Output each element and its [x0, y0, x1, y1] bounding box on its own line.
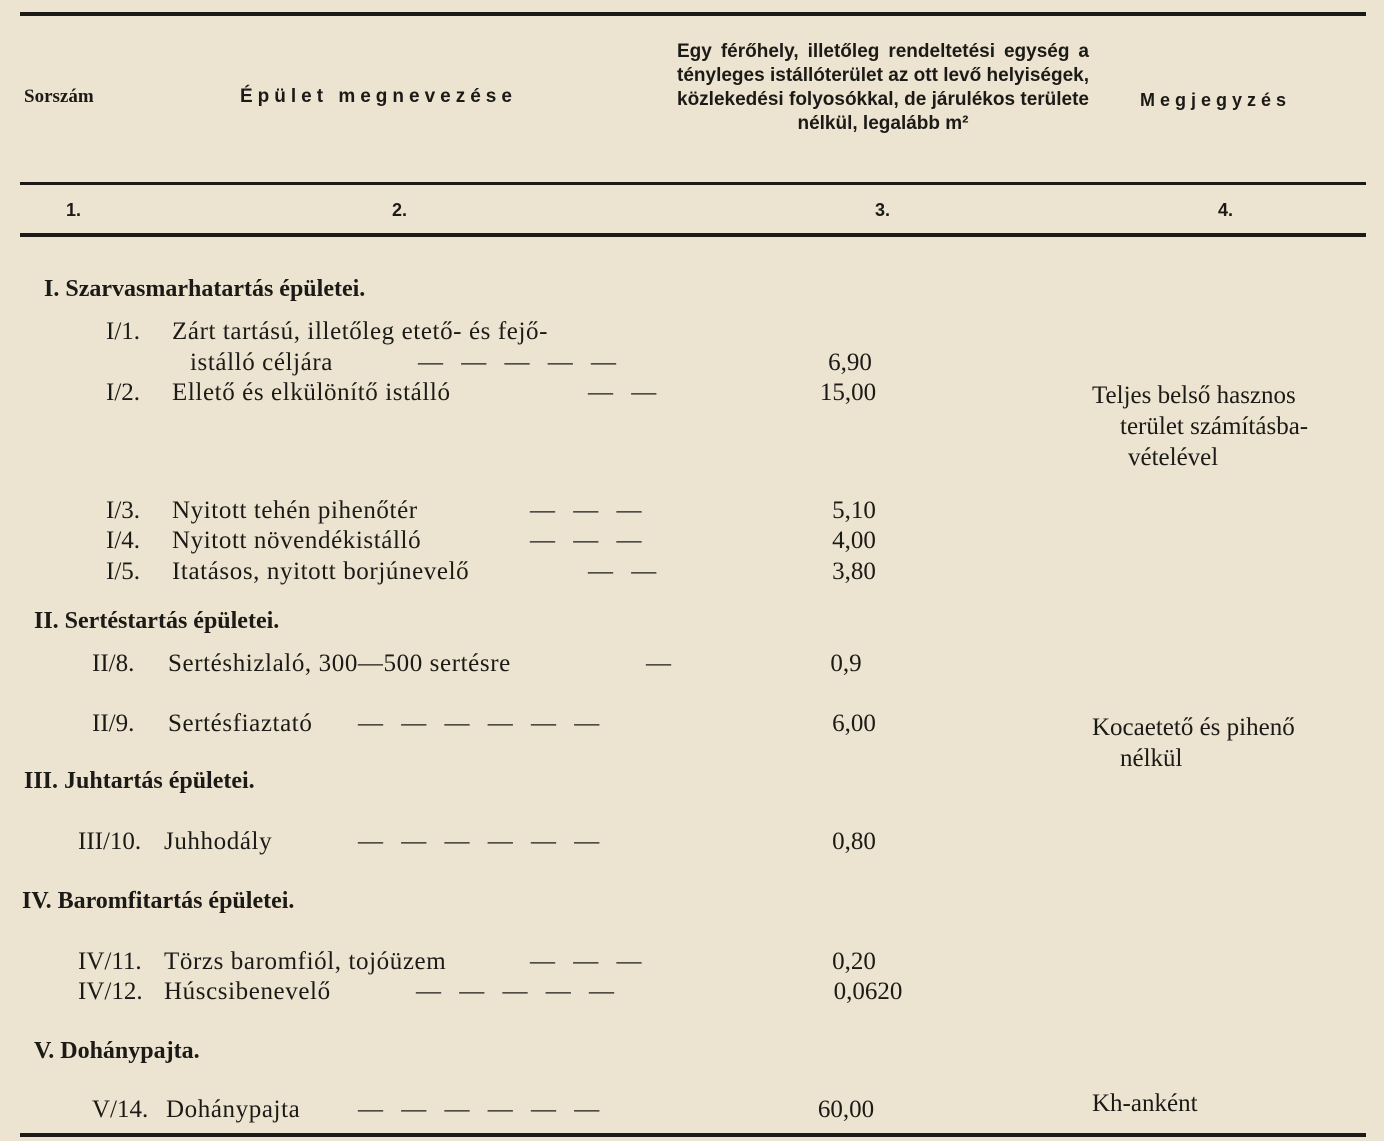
row-code: I/4.: [106, 527, 141, 554]
row-value: 15,00: [819, 379, 877, 406]
header-rule: [20, 182, 1366, 185]
row-code: II/9.: [92, 710, 135, 737]
row-value: 3,80: [832, 558, 876, 585]
top-rule: [20, 12, 1366, 16]
row-value: 0,9: [830, 650, 862, 677]
dash-leader: — —: [588, 558, 663, 585]
row-value: 5,10: [832, 497, 876, 524]
row-code: I/1.: [106, 318, 141, 345]
column-number-1: 1.: [66, 200, 82, 220]
row-value: 0,0620: [833, 978, 903, 1005]
header-megjegyzes: Megjegyzés: [1140, 90, 1292, 110]
row-code: I/3.: [106, 497, 141, 524]
section-title: I. Szarvasmarhatartás épületei.: [44, 276, 366, 302]
row-value: 0,20: [832, 948, 876, 975]
row-name: Zárt tartású, illetőleg etető- és fejő-: [172, 318, 549, 345]
row-value: 60,00: [817, 1096, 875, 1123]
row-name: Nyitott tehén pihenőtér: [172, 497, 418, 524]
dash-leader: — — — — —: [418, 349, 622, 376]
row-name: Nyitott növendékistálló: [172, 527, 422, 554]
row-value: 6,90: [828, 349, 872, 376]
row-name: Sertéshizlaló, 300—500 sertésre: [168, 650, 511, 677]
row-code: IV/12.: [78, 978, 143, 1005]
dash-leader: — — — — —: [416, 978, 620, 1005]
dash-leader: — — — — — —: [358, 710, 606, 737]
row-note: Kh-anként: [1092, 1090, 1198, 1117]
row-name: Húscsibenevelő: [164, 978, 331, 1005]
header-sorszam: Sorszám: [24, 86, 94, 107]
section-title: V. Dohánypajta.: [34, 1038, 200, 1064]
section-title: II. Sertéstartás épületei.: [34, 608, 280, 634]
row-name: Sertésfiaztató: [168, 710, 313, 737]
row-name: Juhhodály: [164, 828, 273, 855]
column-number-2: 2.: [392, 200, 408, 220]
dash-leader: — — —: [530, 497, 648, 524]
dash-leader: — — —: [530, 527, 648, 554]
column-number-rule: [20, 233, 1366, 237]
row-name: Törzs baromfiól, tojóüzem: [164, 948, 447, 975]
bottom-rule: [20, 1133, 1366, 1137]
row-code: II/8.: [92, 650, 135, 677]
row-code: I/2.: [106, 379, 141, 406]
column-number-4: 4.: [1218, 200, 1234, 220]
row-note: Kocaetető és pihenő nélkül: [1092, 714, 1295, 772]
row-note: Teljes belső hasznos terület számításba- vételével: [1092, 382, 1309, 471]
row-value: 6,00: [832, 710, 876, 737]
row-code: III/10.: [78, 828, 142, 855]
row-code: IV/11.: [78, 948, 142, 975]
row-name: Itatásos, nyitott borjúnevelő: [172, 558, 470, 585]
dash-leader: — — — — — —: [358, 1096, 606, 1123]
row-code: I/5.: [106, 558, 141, 585]
section-title: IV. Baromfitartás épületei.: [22, 888, 295, 914]
row-name: istálló céljára: [190, 349, 333, 376]
dash-leader: — — — — — —: [358, 828, 606, 855]
row-name: Dohánypajta: [166, 1096, 301, 1123]
header-epulet-megnevezese: Épület megnevezése: [240, 86, 517, 107]
row-value: 0,80: [832, 828, 876, 855]
column-number-3: 3.: [875, 200, 891, 220]
row-code: V/14.: [92, 1096, 149, 1123]
dash-leader: — —: [588, 379, 663, 406]
header-ferohely: Egy férőhely, illetőleg rendeltetési egység a tényleges istállóterület az ott levő helyiségek, közlekedési folyosókkal, de járulékos területe nélkül, legalább m²: [677, 41, 1089, 134]
section-title: III. Juhtartás épületei.: [24, 768, 255, 794]
row-value: 4,00: [832, 527, 876, 554]
dash-leader: — — —: [530, 948, 648, 975]
dash-leader: —: [646, 650, 677, 677]
row-name: Ellető és elkülönítő istálló: [172, 379, 451, 406]
